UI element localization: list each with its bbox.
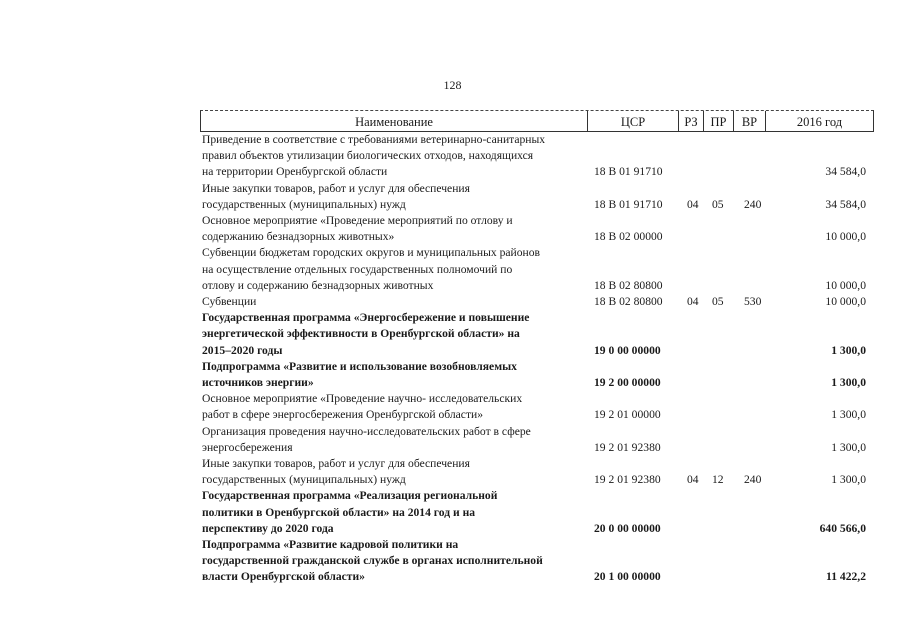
table-row [200, 245, 874, 294]
row-csr: 20 1 00 00000 [594, 570, 661, 584]
row-name-line: государственных (муниципальных) нужд [202, 473, 406, 487]
row-name-line: Основное мероприятие «Проведение мероприятий по отлову и [202, 214, 513, 228]
row-csr: 19 0 00 00000 [594, 343, 661, 357]
row-name-line: перспективу до 2020 года [202, 521, 334, 535]
row-name [200, 456, 586, 488]
row-amount: 11 422,2 [826, 570, 866, 584]
row-csr: 19 2 01 00000 [594, 408, 661, 422]
row-amount: 1 300,0 [831, 376, 866, 390]
row-name-line: Основное мероприятие «Проведение научно- исследовательских [202, 392, 523, 406]
row-amount: 10 000,0 [825, 230, 866, 244]
row-amount: 1 300,0 [831, 440, 866, 454]
row-csr: 18 В 02 80800 [594, 295, 663, 309]
row-name [200, 310, 586, 359]
row-name [200, 294, 586, 310]
row-name-line: Государственная программа «Энергосбережение и повышение [202, 311, 530, 325]
row-csr: 18 В 02 80800 [594, 278, 663, 292]
row-vr: 240 [744, 197, 762, 211]
row-name-line: источников энергии» [202, 376, 314, 390]
row-pr: 05 [712, 197, 724, 211]
row-name [200, 245, 586, 294]
table-header [200, 110, 874, 132]
row-name [200, 213, 586, 245]
row-amount: 34 584,0 [825, 197, 866, 211]
row-name [200, 181, 586, 213]
row-name-line: власти Оренбургской области» [202, 570, 365, 584]
table-row [200, 537, 874, 586]
row-rz: 04 [687, 473, 699, 487]
row-csr: 18 В 01 91710 [594, 165, 663, 179]
row-name-line: Государственная программа «Реализация региональной [202, 489, 498, 503]
row-name-line: отлову и содержанию безнадзорных животных [202, 278, 434, 292]
header-rz: РЗ [679, 111, 704, 131]
table-row [200, 213, 874, 245]
row-name-line: содержанию безнадзорных животных» [202, 230, 395, 244]
table-row [200, 391, 874, 423]
row-name [200, 424, 586, 456]
row-name [200, 488, 586, 537]
row-name-line: Приведение в соответствие с требованиями ветеринарно-санитарных [202, 133, 546, 146]
row-name-line: на осуществление отдельных государственных полномочий по [202, 262, 513, 276]
row-name-line: Подпрограмма «Развитие и использование возобновляемых [202, 359, 517, 373]
row-amount: 10 000,0 [825, 278, 866, 292]
row-name-line: Субвенции [202, 295, 257, 309]
table-row [200, 310, 874, 359]
row-amount: 640 566,0 [819, 521, 866, 535]
row-name-line: политики в Оренбургской области» на 2014 год и на [202, 505, 476, 519]
row-name-line: Организация проведения научно-исследовательских работ в сфере [202, 424, 531, 438]
row-name-line: правил объектов утилизации биологических отходов, находящихся [202, 149, 534, 163]
row-amount: 1 300,0 [831, 408, 866, 422]
row-name [200, 132, 586, 181]
header-year: 2016 год [796, 115, 843, 129]
page-number: 128 [443, 78, 462, 92]
row-vr: 240 [744, 473, 762, 487]
header-name: Наименование [201, 111, 588, 131]
row-name-line: Иные закупки товаров, работ и услуг для обеспечения [202, 457, 470, 471]
row-csr: 19 2 01 92380 [594, 473, 661, 487]
row-rz: 04 [687, 295, 699, 309]
row-vr: 530 [744, 295, 762, 309]
row-name-line: государственной гражданской службе в органах исполнительной [202, 554, 543, 568]
row-name-line: государственных (муниципальных) нужд [202, 197, 406, 211]
table-row [200, 294, 874, 310]
row-name-line: Подпрограмма «Развитие кадровой политики на [202, 538, 459, 552]
budget-table [200, 110, 874, 586]
row-amount: 10 000,0 [825, 295, 866, 309]
row-rz: 04 [687, 197, 699, 211]
row-name [200, 391, 586, 423]
row-name-line: энергетической эффективности в Оренбургской области» на [202, 327, 520, 341]
row-name-line: энергосбережения [202, 440, 293, 454]
row-csr: 19 2 00 00000 [594, 376, 661, 390]
row-pr: 12 [712, 473, 724, 487]
row-name-line: работ в сфере энергосбережения Оренбургской области» [202, 408, 484, 422]
table-row [200, 488, 874, 537]
row-csr: 19 2 01 92380 [594, 440, 661, 454]
row-csr: 18 В 01 91710 [594, 197, 663, 211]
row-name-line: на территории Оренбургской области [202, 165, 388, 179]
header-pr: ПР [704, 111, 734, 131]
row-csr: 20 0 00 00000 [594, 521, 661, 535]
row-name [200, 537, 586, 586]
row-pr: 05 [712, 295, 724, 309]
table-row [200, 181, 874, 213]
row-name-line: Субвенции бюджетам городских округов и муниципальных районов [202, 246, 541, 260]
row-name-line: Иные закупки товаров, работ и услуг для обеспечения [202, 181, 470, 195]
row-csr: 18 В 02 00000 [594, 230, 663, 244]
header-vr: ВР [734, 111, 766, 131]
header-csr: ЦСР [588, 111, 679, 131]
row-amount: 1 300,0 [831, 473, 866, 487]
table-body [200, 132, 874, 586]
row-name-line: 2015–2020 годы [202, 343, 283, 357]
row-name [200, 359, 586, 391]
table-row [200, 456, 874, 488]
row-amount: 34 584,0 [825, 165, 866, 179]
table-row [200, 424, 874, 456]
row-amount: 1 300,0 [831, 343, 866, 357]
table-row [200, 132, 874, 181]
table-row [200, 359, 874, 391]
